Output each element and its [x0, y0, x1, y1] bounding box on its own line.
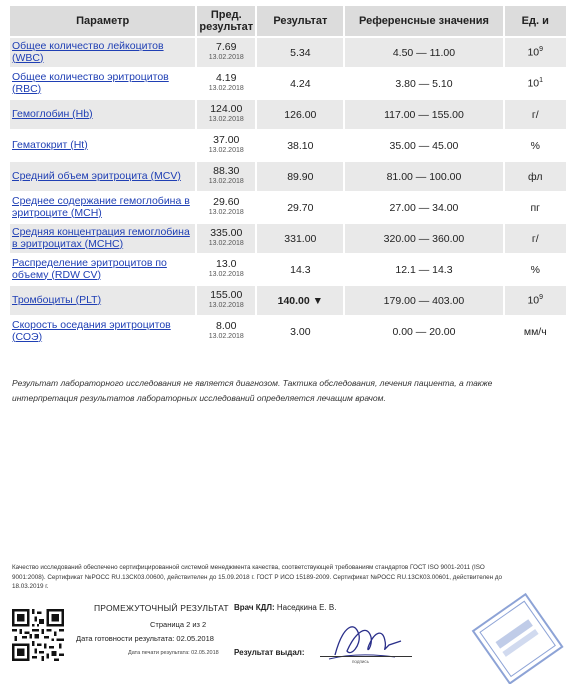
unit-cell [505, 69, 566, 98]
reference-range: 27.00 — 34.00 [345, 193, 502, 222]
flagged-result-value: 140.00 ▼ [257, 286, 343, 315]
disclaimer-note: Результат лабораторного исследования не является диагнозом. Тактика обследования, лечения пациента, а также интерпретация результатов лабораторных исследований определяется лечащим врачом. [12, 378, 493, 403]
header-reference: Референсные значения [345, 6, 502, 36]
unit-cell [505, 38, 566, 67]
result-value: 89.90 [257, 162, 343, 191]
unit-cell [505, 255, 566, 284]
table-row [10, 286, 566, 315]
previous-result-cell [197, 255, 255, 284]
unit-exponent: 9 [539, 294, 544, 302]
reference-range: 3.80 — 5.10 [345, 69, 502, 98]
previous-result-cell [197, 38, 255, 67]
unit-cell [505, 131, 566, 160]
parameter-link[interactable]: Гемоглобин (Hb) [10, 100, 195, 129]
previous-value: 124.00 [210, 103, 243, 115]
unit-cell [505, 286, 566, 315]
parameter-link[interactable]: Среднее содержание гемоглобина в эритроците (MCH) [10, 193, 195, 222]
previous-result-cell [197, 224, 255, 253]
header-result: Результат [257, 6, 343, 36]
parameter-link[interactable]: Общее количество эритроцитов (RBC) [10, 69, 195, 98]
signature-caption: подпись [352, 659, 370, 664]
previous-value: 88.30 [213, 165, 240, 177]
unit-text: 10 [527, 77, 540, 90]
unit-text: 10 [527, 46, 540, 59]
reference-range: 35.00 — 45.00 [345, 131, 502, 160]
previous-result-cell [197, 69, 255, 98]
previous-date: 13.02.2018 [208, 116, 244, 123]
result-value: 3.00 [257, 317, 343, 346]
previous-result-cell [197, 193, 255, 222]
parameter-link[interactable]: Тромбоциты (PLT) [10, 286, 195, 315]
unit-cell [505, 162, 566, 191]
previous-result-cell [197, 317, 255, 346]
previous-date: 13.02.2018 [208, 54, 244, 61]
unit-cell [505, 224, 566, 253]
quality-certification-text: Качество исследований обеспечено сертифицированной системой менеджмента качества, соответствующей требованиям стандартов ГОСТ ISO 9001-2011 (ISO 9001:2008). Сертификат №РОСС RU.13СК03.00600, действителен до 15.09.2018 г. ГОСТ Р ИСО 15189-2009. Сертификат №РОСС RU.13СК03.00601, действителен до 18.03.2019 г. [12, 564, 503, 590]
previous-result-cell [197, 100, 255, 129]
parameter-link[interactable]: Общее количество лейкоцитов (WBC) [10, 38, 195, 67]
previous-value: 8.00 [216, 320, 237, 332]
table-row [10, 162, 566, 191]
seal-stamp [466, 590, 540, 664]
header-parameter: Параметр [10, 6, 195, 36]
previous-result-cell [197, 162, 255, 191]
previous-value: 155.00 [210, 289, 243, 301]
results-table [8, 4, 568, 348]
unit-text: г/ [531, 232, 539, 245]
previous-value: 7.69 [216, 41, 237, 53]
table-row [10, 131, 566, 160]
result-value: 29.70 [257, 193, 343, 222]
doctor-name: Наседкина Е. В. [276, 603, 337, 612]
parameter-link[interactable]: Средний объем эритроцита (MCV) [10, 162, 195, 191]
handwritten-signature [325, 615, 405, 665]
previous-value: 29.60 [213, 196, 240, 208]
previous-date: 13.02.2018 [208, 271, 244, 278]
unit-text: % [530, 139, 540, 152]
reference-range: 117.00 — 155.00 [345, 100, 502, 129]
previous-date: 13.02.2018 [208, 209, 244, 216]
result-value: 5.34 [257, 38, 343, 67]
table-row [10, 38, 566, 67]
previous-date: 13.02.2018 [208, 240, 244, 247]
unit-text: г/ [531, 108, 539, 121]
previous-date: 13.02.2018 [208, 302, 244, 309]
reference-range: 12.1 — 14.3 [345, 255, 502, 284]
result-value: 4.24 [257, 69, 343, 98]
interim-result-label: ПРОМЕЖУТОЧНЫЙ РЕЗУЛЬТАТ [94, 603, 229, 613]
previous-result-cell [197, 286, 255, 315]
result-value: 14.3 [257, 255, 343, 284]
reference-range: 0.00 — 20.00 [345, 317, 502, 346]
unit-exponent: 9 [539, 46, 544, 54]
reference-range: 320.00 — 360.00 [345, 224, 502, 253]
previous-date: 13.02.2018 [208, 85, 244, 92]
table-header-row [10, 6, 566, 36]
unit-text: % [530, 263, 540, 276]
unit-exponent: 1 [539, 77, 544, 85]
result-value: 38.10 [257, 131, 343, 160]
doctor-label: Врач КДЛ: [234, 603, 275, 612]
header-units: Ед. и [505, 6, 566, 36]
qr-code-icon [12, 609, 64, 661]
signature-line [320, 656, 412, 657]
doctor-line [234, 603, 336, 612]
unit-text: фл [527, 170, 543, 183]
table-row [10, 255, 566, 284]
previous-value: 335.00 [210, 227, 243, 239]
header-previous-result: Пред. результат [197, 6, 255, 36]
table-row [10, 100, 566, 129]
table-row [10, 224, 566, 253]
previous-value: 37.00 [213, 134, 240, 146]
parameter-link[interactable]: Гематокрит (Ht) [10, 131, 195, 160]
report-footer [0, 560, 540, 684]
previous-value: 13.0 [216, 258, 237, 270]
page-number: Страница 2 из 2 [150, 620, 207, 629]
previous-date: 13.02.2018 [208, 178, 244, 185]
unit-text: 10 [527, 294, 540, 307]
issued-by-label: Результат выдал: [234, 648, 305, 657]
unit-cell [505, 317, 566, 346]
parameter-link[interactable]: Средняя концентрация гемоглобина в эритроцитах (MCHC) [10, 224, 195, 253]
previous-date: 13.02.2018 [208, 147, 244, 154]
previous-date: 13.02.2018 [208, 333, 244, 340]
table-row [10, 193, 566, 222]
previous-result-cell [197, 131, 255, 160]
reference-range: 81.00 — 100.00 [345, 162, 502, 191]
result-value: 331.00 [257, 224, 343, 253]
previous-value: 4.19 [216, 72, 237, 84]
unit-cell [505, 193, 566, 222]
unit-cell [505, 100, 566, 129]
table-row [10, 317, 566, 346]
table-row [10, 69, 566, 98]
parameter-link[interactable]: Скорость оседания эритроцитов (СОЭ) [10, 317, 195, 346]
unit-text: пг [530, 201, 541, 214]
reference-range: 4.50 — 11.00 [345, 38, 502, 67]
unit-text: мм/ч [523, 325, 547, 338]
print-date: Дата печати результата: 02.05.2018 [128, 650, 219, 656]
ready-date: Дата готовности результата: 02.05.2018 [76, 634, 214, 643]
parameter-link[interactable]: Распределение эритроцитов по объему (RDW CV) [10, 255, 195, 284]
reference-range: 179.00 — 403.00 [345, 286, 502, 315]
result-value: 126.00 [257, 100, 343, 129]
